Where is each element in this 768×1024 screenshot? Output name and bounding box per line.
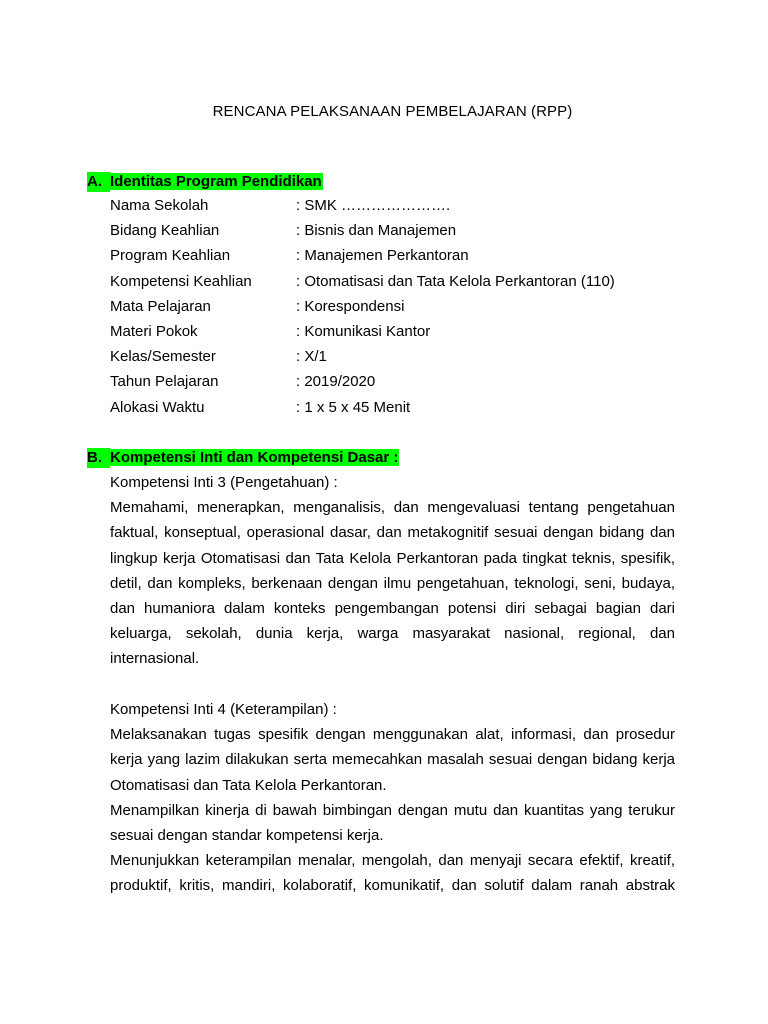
ki3-text: Memahami, menerapkan, menganalisis, dan mengevaluasi tentang pengetahuan faktual, konseptual, operasional dasar, dan metakognitif sesuai dengan bidang dan lingkup kerja Otomatisasi dan Tata Kelola Perkantoran pada tingkat teknis, spesifik, detil, dan kompleks, berkenaan dengan ilmu pengetahuan, teknologi, seni, budaya, dan humaniora dalam konteks pengembangan potensi diri sebagai bagian dari keluarga, sekolah, dunia kerja, warga masyarakat nasional, regional, dan internasional. [110, 499, 675, 668]
section-a-heading [87, 172, 323, 192]
ki4-paragraph: Menampilkan kinerja di bawah bimbingan dengan mutu dan kuantitas yang terukur sesuai dengan standar kompetensi kerja. [110, 801, 675, 845]
identity-row [110, 398, 710, 423]
identity-row [110, 297, 710, 322]
identity-label: Nama Sekolah [110, 197, 209, 214]
identity-list [110, 196, 710, 423]
section-b-title: Kompetensi Inti dan Kompetensi Dasar : [110, 449, 399, 466]
identity-label: Mata Pelajaran [110, 297, 211, 315]
identity-row [110, 272, 710, 297]
section-b-heading [87, 448, 399, 468]
ki4-paragraph: Melaksanakan tugas spesifik dengan menggunakan alat, informasi, dan prosedur kerja yang lazim dilakukan serta memecahkan masalah sesuai dengan bidang kerja Otomatisasi dan Tata Kelola Perkantoran. [110, 726, 675, 794]
identity-label: Program Keahlian [110, 247, 231, 265]
identity-row [110, 246, 710, 271]
ki3-block [110, 470, 675, 672]
ki4-block [110, 697, 675, 899]
identity-value: : 2019/2020 [296, 373, 376, 391]
identity-value: : Korespondensi [296, 297, 405, 315]
identity-label: Alokasi Waktu [110, 398, 205, 416]
ki4-paragraph: Menunjukkan keterampilan menalar, mengolah, dan menyaji secara efektif, kreatif, produktif, kritis, mandiri, kolaboratif, komunikatif, dan solutif dalam ranah abstrak [110, 852, 675, 895]
identity-value: : Otomatisasi dan Tata Kelola Perkantoran (110) [296, 272, 615, 290]
section-a-letter: A. [87, 172, 110, 192]
identity-row [110, 322, 710, 347]
identity-value: : Komunikasi Kantor [296, 322, 431, 340]
identity-label: Kompetensi Keahlian [110, 272, 252, 290]
identity-value: : SMK …………………. [296, 197, 451, 214]
identity-row [110, 347, 710, 372]
identity-label: Bidang Keahlian [110, 222, 220, 240]
document-title: RENCANA PELAKSANAAN PEMBELAJARAN (RPP) [212, 103, 573, 120]
identity-value: : Bisnis dan Manajemen [296, 222, 457, 240]
identity-label: Tahun Pelajaran [110, 373, 219, 391]
identity-value: : Manajemen Perkantoran [296, 247, 469, 265]
identity-value: : 1 x 5 x 45 Menit [296, 398, 411, 416]
identity-value: : X/1 [296, 348, 327, 366]
ki3-title: Kompetensi Inti 3 (Pengetahuan) : [110, 474, 338, 491]
identity-label: Kelas/Semester [110, 348, 216, 366]
ki4-title: Kompetensi Inti 4 (Keterampilan) : [110, 701, 337, 718]
identity-label: Materi Pokok [110, 322, 198, 340]
section-b-letter: B. [87, 448, 110, 468]
identity-row [110, 221, 710, 246]
identity-row [110, 196, 710, 221]
section-a-title: Identitas Program Pendidikan [110, 173, 322, 190]
identity-row [110, 372, 710, 397]
